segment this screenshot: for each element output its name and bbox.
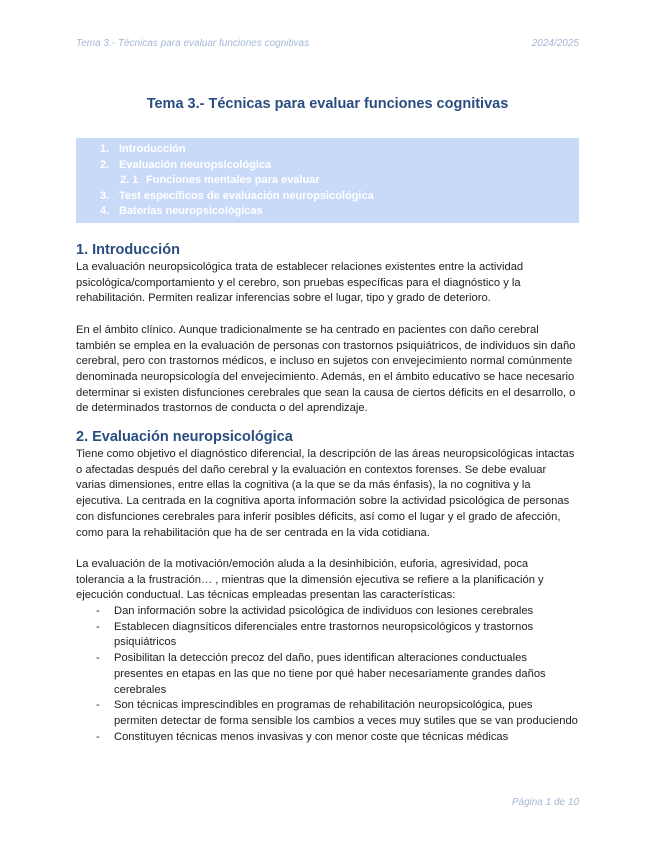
toc-item-1[interactable]	[76, 142, 579, 158]
list-item: - Constituyen técnicas menos invasivas y con menor coste que técnicas médicas	[76, 730, 579, 746]
toc-item-4[interactable]	[76, 204, 579, 220]
header-title: Tema 3.- Técnicas para evaluar funciones cognitivas	[76, 38, 310, 49]
section-heading-evaluacion: 2. Evaluación neuropsicológica	[76, 429, 293, 446]
intro-paragraph-1: La evaluación neuropsicológica trata de establecer relaciones existentes entre la actividad psicológica/comportamiento y el cerebro, son pruebas específicas para el diagnóstico y la rehabilitación. Permiten realizar inferencias sobre el lugar, tipo y grado de deterioro.	[76, 261, 524, 305]
toc-item-2-1[interactable]	[76, 173, 579, 189]
page-number: Página 1 de 10	[511, 797, 579, 808]
list-item: - Dan información sobre la actividad psicológica de individuos con lesiones cerebrales	[76, 604, 579, 620]
list-item: - Posibilitan la detección precoz del daño, pues identifican alteraciones conductuales presentes en etapas en las que no tiene por qué haber necesariamente grandes daños cerebrales	[76, 651, 579, 698]
toc-label: Funciones mentales para evaluar	[146, 174, 320, 187]
toc-label: Test específicos de evaluación neuropsicológica	[119, 189, 374, 202]
document-body	[76, 240, 579, 745]
toc-number: 1.	[100, 143, 110, 155]
table-of-contents	[76, 138, 579, 223]
list-item: - Establecen diagnsíticos diferenciales entre trastornos neuropsicológicos y trastornos psiquiátricos	[76, 620, 579, 651]
evaluacion-paragraph-1: Tiene como objetivo el diagnóstico diferencial, la descripción de las áreas neuropsicológicas intactas o afectadas después del daño cerebral y la evaluación en contextos forenses. Se debe evaluar varias dimensiones, entre ellas la cognitiva (a la que se da más énfasis), la no cognitiva y la ejecutiva. La centrada en la cognitiva aporta información sobre la actividad psicológica de personas con disfunciones cerebrales para inferir posibles déficits, así como el lugar y el grado de afección, como para la rehabilitación que ha de ser centrada en la vida cotidiana.	[76, 448, 575, 539]
document-title: Tema 3.- Técnicas para evaluar funciones cognitivas	[146, 96, 509, 112]
toc-item-3[interactable]	[76, 189, 579, 205]
evaluacion-paragraph-2: La evaluación de la motivación/emoción aluda a la desinhibición, euforia, agresividad, poca tolerancia a la frustración… , mientras que la dimensión ejecutiva se refiere a la planificación y ejecución conductual. Las técnicas empleadas presentan las características:	[76, 557, 544, 602]
toc-number: 2.	[100, 158, 110, 171]
page-header	[76, 38, 579, 49]
toc-label: Introducción	[119, 143, 186, 155]
list-item: - Son técnicas imprescindibles en programas de rehabilitación neuropsicológica, pues permiten detectar de forma sensible los cambios a veces muy sutiles que se van produciendo	[76, 698, 579, 729]
section-heading-introduccion: 1. Introducción	[76, 242, 180, 258]
toc-label: Baterías neuropsicológicas	[119, 205, 263, 218]
header-year: 2024/2025	[531, 38, 579, 49]
toc-number: 3.	[100, 189, 110, 202]
toc-label: Evaluación neuropsicológica	[119, 158, 272, 171]
toc-number: 2. 1	[120, 174, 139, 187]
toc-item-2[interactable]	[76, 158, 579, 174]
toc-number: 4.	[100, 205, 110, 218]
characteristics-list	[76, 604, 579, 745]
intro-paragraph-2: En el ámbito clínico. Aunque tradicionalmente se ha centrado en pacientes con daño cerebral también se emplea en la evaluación de personas con trastornos psiquiátricos, de individuos sin daño cerebral, pero con trastornos médicos, e incluso en sujetos con envejecimiento normal comúnmente denominada neuropsicología del envejecimiento. Además, en el ámbito educativo se hace necesario determinar si existen disfunciones cerebrales que sean la causa de ciertos déficits en el desarrollo, o de determinados trastornos de conducta o del aprendizaje.	[76, 323, 576, 415]
